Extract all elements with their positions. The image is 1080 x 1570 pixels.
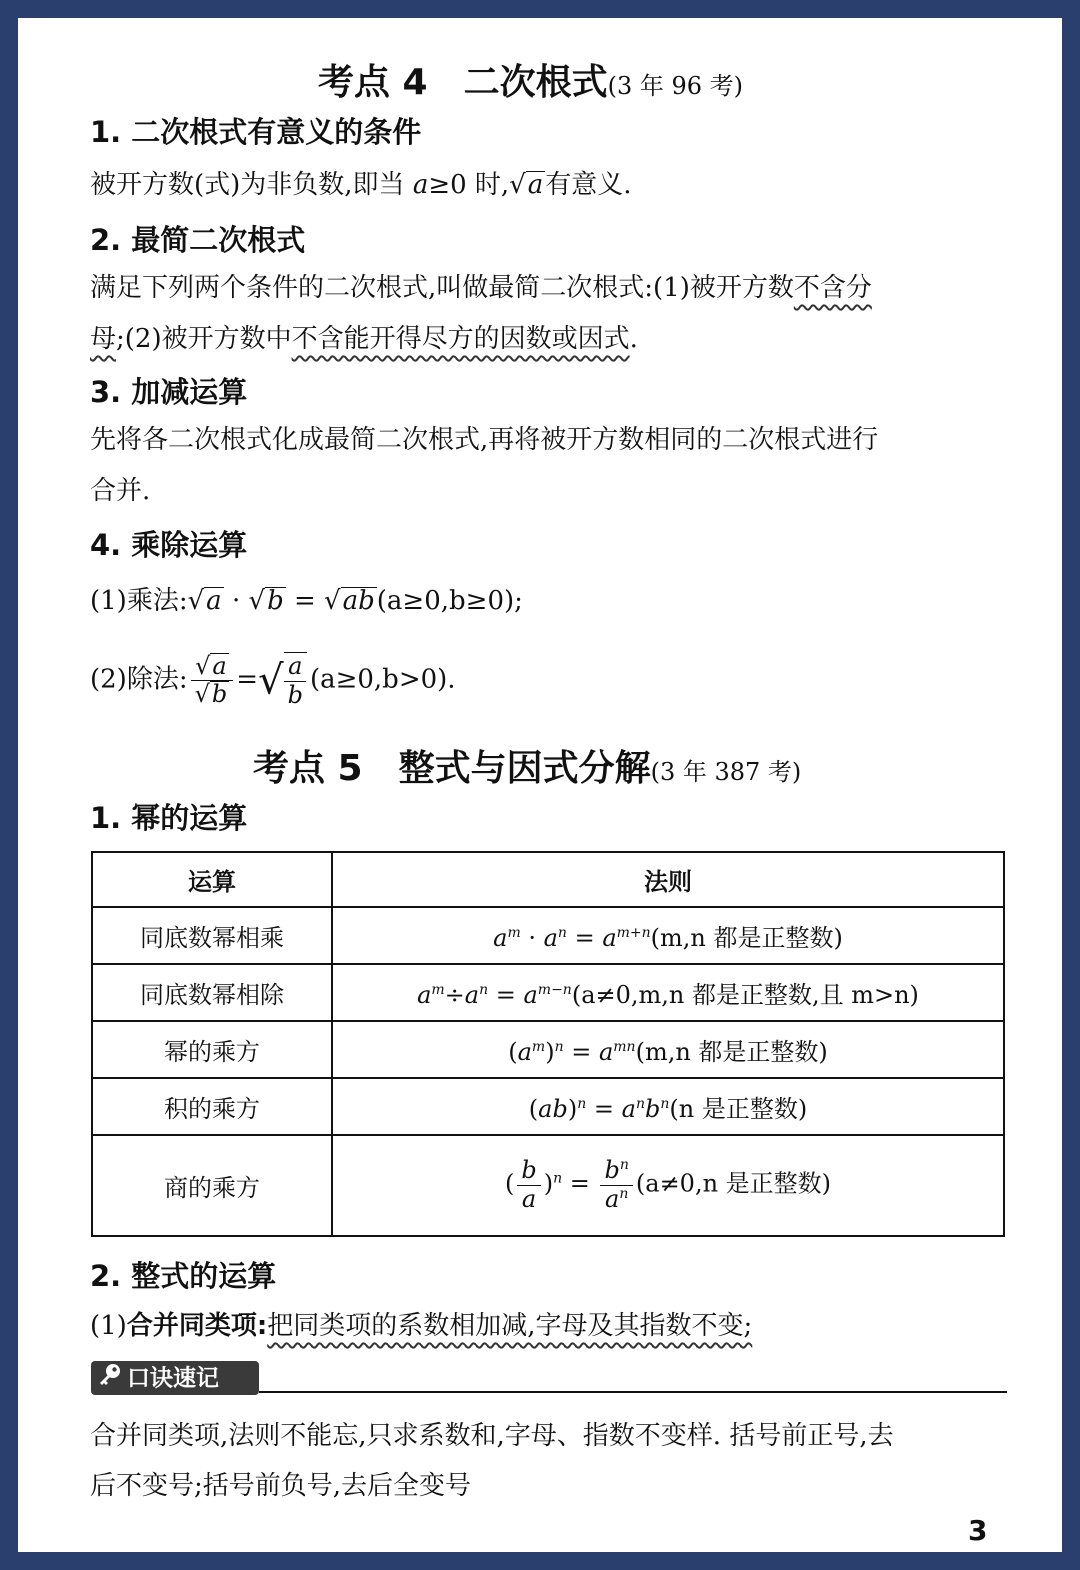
table-row xyxy=(92,1135,1004,1236)
paragraph-4-2-line2: 母;(2)被开方数中不含能开得尽方的因数或因式. xyxy=(90,324,638,354)
mnemonic-badge xyxy=(91,1361,259,1395)
page-number: 3 xyxy=(968,1514,988,1547)
formula-multiplication: (1)乘法:√a · √b = √ab(a≥0,b≥0); xyxy=(90,586,523,616)
paragraph-4-2-line1: 满足下列两个条件的二次根式,叫做最简二次根式:(1)被开方数不含分 xyxy=(90,273,872,303)
table-cell-operation: 商的乘方 xyxy=(92,1135,332,1236)
table-row xyxy=(92,1078,1004,1135)
section-5-note: (3 年 387 考) xyxy=(650,758,802,786)
heading-4-4: 4. 乘除运算 xyxy=(90,528,248,562)
heading-4-3: 3. 加减运算 xyxy=(90,375,248,409)
table-cell-rule: ( $\frac{b}{a}$ )$^n$ = $\frac{b^n}{a^n}$ (a≠0,n 是正整数) xyxy=(332,1135,1004,1236)
section-4-title: 考点 4 二次根式(3 年 96 考) xyxy=(318,62,744,103)
heading-4-2: 2. 最简二次根式 xyxy=(90,223,306,257)
table-row xyxy=(92,907,1004,964)
heading-4-1: 1. 二次根式有意义的条件 xyxy=(90,115,422,149)
table-header-operation: 运算 xyxy=(92,852,332,907)
table-cell-rule: $(a^m)^n = a^{mn}(m,n$ 都是正整数) xyxy=(332,1021,1004,1078)
page xyxy=(18,18,1062,1552)
table-cell-operation: 幂的乘方 xyxy=(92,1021,332,1078)
table-cell-operation: 积的乘方 xyxy=(92,1078,332,1135)
table-header-rule: 法则 xyxy=(332,852,1004,907)
mnemonic-label: 口诀速记 xyxy=(127,1365,219,1392)
heading-5-1: 1. 幂的运算 xyxy=(90,801,248,835)
paragraph-5-2-1: (1)合并同类项:把同类项的系数相加减,字母及其指数不变; xyxy=(90,1311,753,1341)
formula-division: (2)除法: $\frac{√a}{√b}$ =√ $\frac{a}{b}$ (a≥0,b>0). xyxy=(90,651,456,709)
mnemonic-line2: 后不变号;括号前负号,去后全变号 xyxy=(90,1471,472,1501)
mnemonic-divider xyxy=(259,1391,1007,1393)
heading-5-2: 2. 整式的运算 xyxy=(90,1259,277,1293)
paragraph-4-1: 被开方数(式)为非负数,即当 a≥0 时,√a有意义. xyxy=(90,170,632,200)
paragraph-4-3-line2: 合并. xyxy=(90,476,151,506)
paragraph-4-3-line1: 先将各二次根式化成最简二次根式,再将被开方数相同的二次根式进行 xyxy=(90,425,879,455)
power-rules-table xyxy=(91,851,1005,1237)
section-4-note: (3 年 96 考) xyxy=(607,72,744,100)
table-header-row xyxy=(92,852,1004,907)
mnemonic-line1: 合并同类项,法则不能忘,只求系数和,字母、指数不变样. 括号前正号,去 xyxy=(90,1421,894,1451)
table-cell-rule: $a^m\div a^n = a^{m-n}(a\ne 0,m,n$ 都是正整数,且 m>n) xyxy=(332,964,1004,1021)
table-row xyxy=(92,964,1004,1021)
table-row xyxy=(92,1021,1004,1078)
table-cell-rule: $(ab)^n = a^nb^n(n$ 是正整数) xyxy=(332,1078,1004,1135)
table-cell-operation: 同底数幂相乘 xyxy=(92,907,332,964)
table-cell-operation: 同底数幂相除 xyxy=(92,964,332,1021)
section-5-title: 考点 5 整式与因式分解(3 年 387 考) xyxy=(253,748,802,789)
table-cell-rule: $a^m \cdot a^n = a^{m+n}(m,n$ 都是正整数) xyxy=(332,907,1004,964)
key-icon xyxy=(97,1361,123,1397)
